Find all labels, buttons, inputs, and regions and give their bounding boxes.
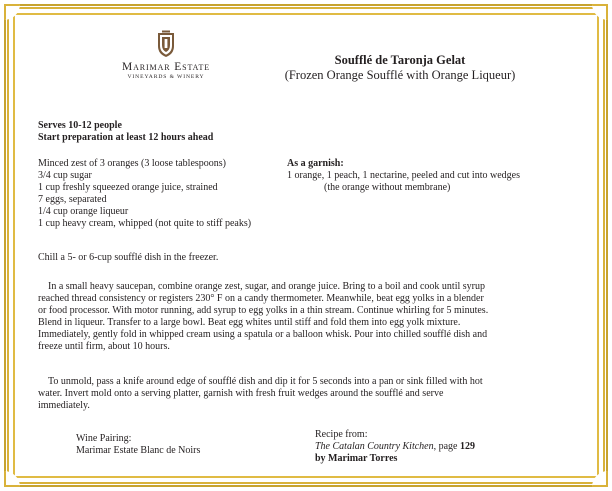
method-line: water. Invert mold onto a serving platter, garnish with fresh fruit wedges around the soufflé and serve bbox=[38, 388, 444, 400]
ingredient-item: Minced zest of 3 oranges (3 loose tablespoons) bbox=[38, 158, 227, 169]
page-number: 129 bbox=[460, 441, 475, 453]
title-main: Soufflé de Taronja Gelat bbox=[334, 53, 466, 67]
garnish-line: 1 orange, 1 peach, 1 nectarine, peeled and cut into wedges bbox=[287, 170, 520, 182]
recipe-author: by Marimar Torres bbox=[315, 453, 398, 465]
ingredient-item: 3/4 cup sugar bbox=[38, 170, 92, 182]
wine-pairing-heading: Wine Pairing: bbox=[76, 433, 132, 444]
method-line: or food processor. With motor running, add syrup to egg yolks in a thin stream. Continue whirling for 5 minutes. bbox=[38, 305, 489, 317]
garnish-section bbox=[287, 158, 520, 194]
method-line: freeze until firm, about 10 hours. bbox=[38, 341, 170, 353]
method-line: reached thread consistency or registers 230° F on a candy thermometer. Meanwhile, beat egg yolks in a blender bbox=[38, 293, 484, 305]
prep-time-line: Start preparation at least 12 hours ahead bbox=[38, 132, 214, 144]
method-line: Immediately, gently fold in whipped cream using a spatula or a balloon whisk. Pour into chilled soufflé dish and bbox=[38, 329, 488, 341]
page-label: , page bbox=[433, 441, 460, 453]
method-paragraph-2 bbox=[38, 376, 578, 412]
winery-name: Marimar Estate bbox=[121, 61, 211, 73]
recipe-source bbox=[315, 429, 475, 465]
ingredient-item: 7 eggs, separated bbox=[38, 194, 107, 206]
recipe-title bbox=[250, 53, 550, 83]
crest-icon bbox=[156, 30, 176, 58]
wine-pairing bbox=[76, 433, 200, 457]
title-subtitle: (Frozen Orange Soufflé with Orange Liqueur) bbox=[284, 68, 516, 82]
winery-logo bbox=[96, 30, 236, 80]
winery-subtitle: VINEYARDS & WINERY bbox=[127, 74, 205, 80]
recipe-book-line bbox=[315, 441, 475, 453]
book-title: The Catalan Country Kitchen bbox=[315, 441, 434, 453]
chill-instruction: Chill a 5- or 6-cup soufflé dish in the freezer. bbox=[38, 252, 219, 263]
method-line: In a small heavy saucepan, combine orange zest, sugar, and orange juice. Bring to a boil and cook until syrup bbox=[48, 281, 485, 292]
method-paragraph-1 bbox=[38, 281, 578, 354]
ingredients-list bbox=[38, 158, 251, 231]
method-line: Blend in liqueur. Transfer to a large bowl. Beat egg whites until stiff and fold them into egg yolk mixture. bbox=[38, 317, 461, 329]
garnish-note: (the orange without membrane) bbox=[324, 182, 451, 194]
method-line: immediately. bbox=[38, 400, 90, 412]
recipe-source-heading: Recipe from: bbox=[315, 429, 368, 440]
garnish-heading: As a garnish: bbox=[287, 158, 344, 169]
wine-pairing-value: Marimar Estate Blanc de Noirs bbox=[76, 445, 201, 457]
method-line: To unmold, pass a knife around edge of soufflé dish and dip it for 5 seconds into a pan or sink filled with hot bbox=[48, 376, 483, 387]
ingredient-item: 1 cup heavy cream, whipped (not quite to stiff peaks) bbox=[38, 218, 252, 230]
ingredient-item: 1/4 cup orange liqueur bbox=[38, 206, 129, 218]
serves-info bbox=[38, 120, 213, 144]
ingredient-item: 1 cup freshly squeezed orange juice, strained bbox=[38, 182, 218, 194]
serves-line: Serves 10-12 people bbox=[38, 120, 122, 131]
